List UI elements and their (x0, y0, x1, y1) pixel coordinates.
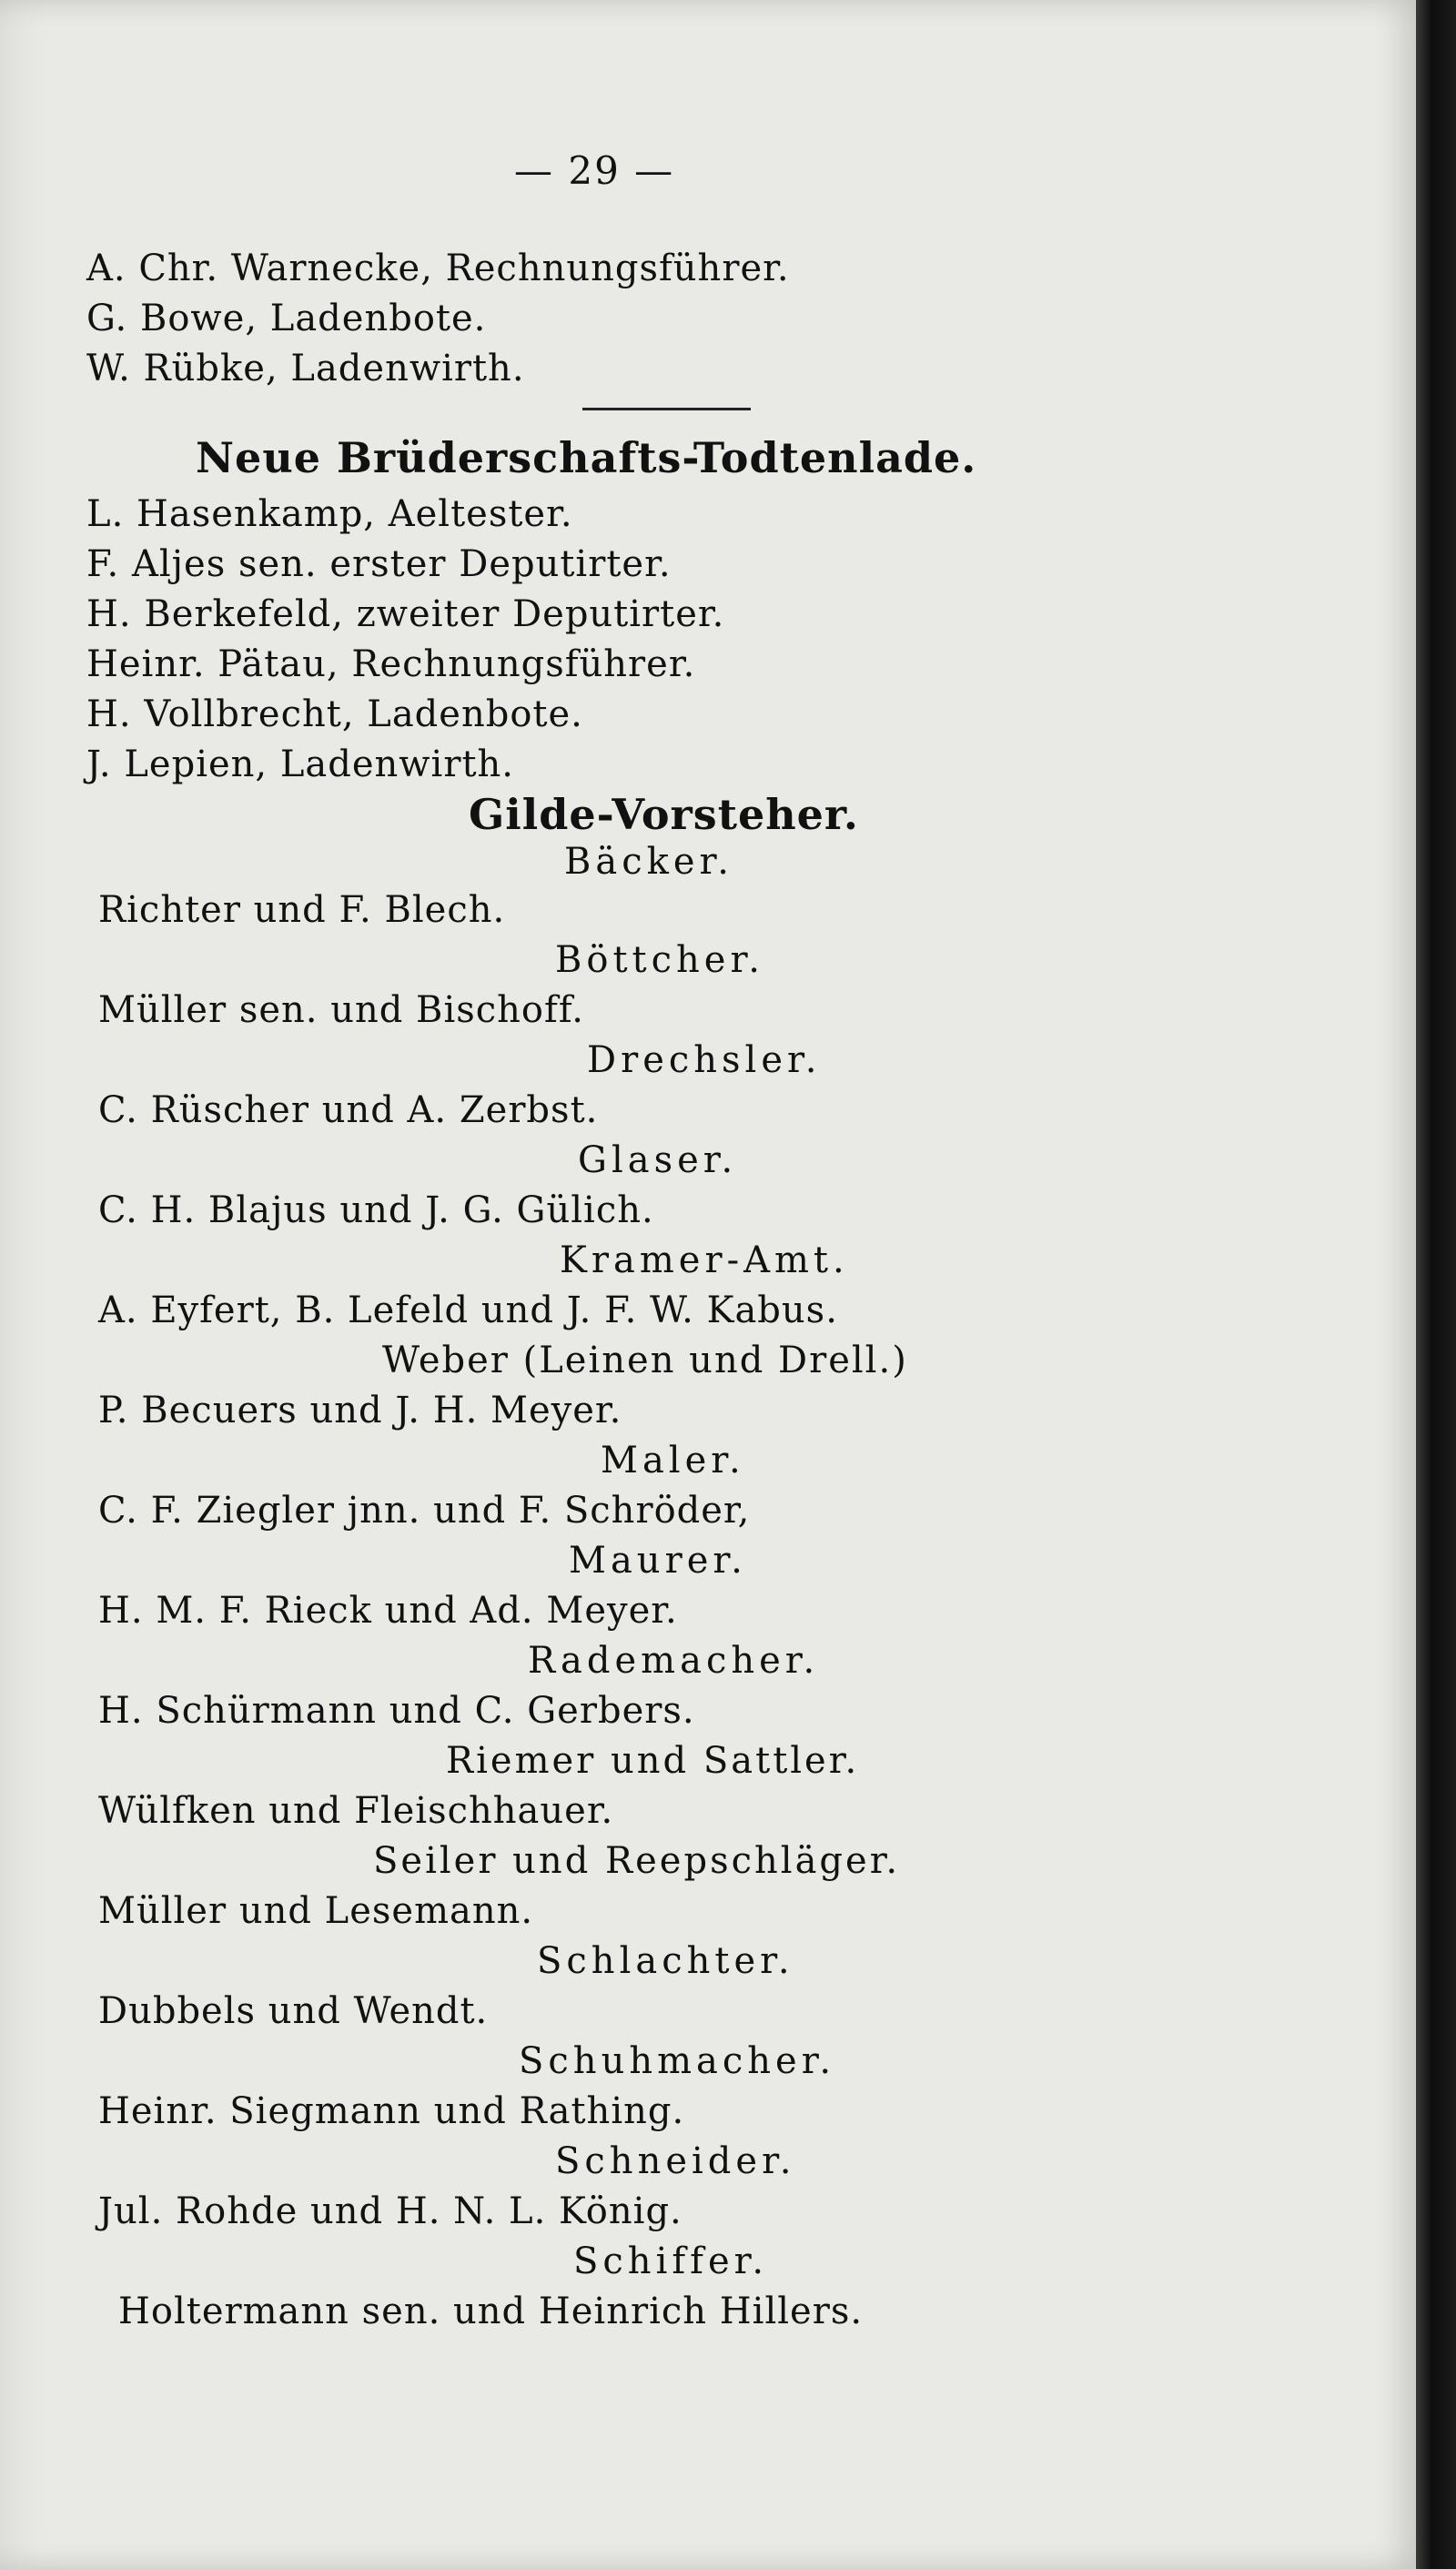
guild-name: Maurer. (569, 1540, 747, 1582)
guild-name: Riemer und Sattler. (446, 1740, 860, 1782)
entry-line: L. Hasenkamp, Aeltester. (86, 493, 573, 535)
guild-name: Maler. (601, 1440, 745, 1482)
guild-members: H. M. F. Rieck und Ad. Meyer. (98, 1590, 678, 1632)
guild-name: Kramer-Amt. (560, 1239, 849, 1281)
guild-members: Jul. Rohde und H. N. L. König. (98, 2190, 682, 2232)
section-heading: Neue Brüderschafts-Todtenlade. (196, 433, 977, 482)
guild-members: C. F. Ziegler jnn. und F. Schröder, (98, 1490, 751, 1532)
guild-name: Bäcker. (564, 841, 733, 883)
guild-name: Böttcher. (555, 939, 764, 981)
guild-members: C. H. Blajus und J. G. Gülich. (98, 1189, 654, 1231)
guild-name: Seiler und Reepschläger. (373, 1840, 901, 1882)
entry-line: W. Rübke, Ladenwirth. (86, 348, 525, 389)
guild-members: H. Schürmann und C. Gerbers. (98, 1690, 695, 1732)
guild-members: Holtermann sen. und Heinrich Hillers. (118, 2291, 864, 2332)
entry-line: Heinr. Pätau, Rechnungsführer. (86, 643, 696, 685)
entry-line: H. Vollbrecht, Ladenbote. (86, 693, 583, 735)
section-heading: Gilde-Vorsteher. (469, 790, 859, 839)
guild-members: A. Eyfert, B. Lefeld und J. F. W. Kabus. (98, 1290, 838, 1331)
guild-name: Weber (Leinen und Drell.) (382, 1340, 908, 1381)
entry-line: G. Bowe, Ladenbote. (86, 298, 487, 339)
guild-name: Schuhmacher. (519, 2040, 836, 2082)
guild-members: Dubbels und Wendt. (98, 1990, 489, 2032)
guild-members: P. Becuers und J. H. Meyer. (98, 1390, 622, 1431)
entry-line: A. Chr. Warnecke, Rechnungsführer. (86, 248, 790, 289)
page-number: — 29 — (514, 148, 675, 193)
entry-line: J. Lepien, Ladenwirth. (86, 743, 515, 785)
section-divider (582, 408, 751, 410)
guild-name: Rademacher. (528, 1640, 820, 1682)
guild-name: Glaser. (578, 1139, 738, 1181)
guild-members: Müller sen. und Bischoff. (98, 989, 584, 1031)
guild-name: Drechsler. (587, 1039, 822, 1081)
guild-name: Schiffer. (573, 2240, 769, 2282)
guild-members: C. Rüscher und A. Zerbst. (98, 1089, 599, 1131)
entry-line: F. Aljes sen. erster Deputirter. (86, 543, 672, 585)
book-spine-shadow (1416, 0, 1456, 2569)
guild-members: Müller und Lesemann. (98, 1890, 534, 1932)
guild-name: Schlachter. (537, 1940, 794, 1982)
guild-members: Richter und F. Blech. (98, 889, 506, 931)
guild-members: Heinr. Siegmann und Rathing. (98, 2090, 685, 2132)
guild-members: Wülfken und Fleischhauer. (98, 1790, 614, 1832)
entry-line: H. Berkefeld, zweiter Deputirter. (86, 593, 725, 635)
guild-name: Schneider. (555, 2140, 796, 2182)
